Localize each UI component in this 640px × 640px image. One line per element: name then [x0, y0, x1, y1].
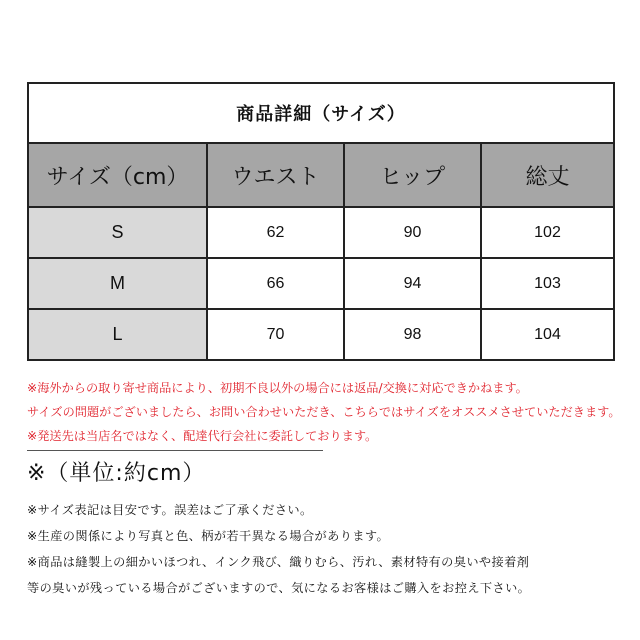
waist-value: 70: [207, 309, 344, 360]
note-line: ※サイズ表記は目安です。誤差はご了承ください。: [27, 503, 313, 517]
header-size: サイズ（cm）: [28, 143, 207, 207]
table-row: [28, 258, 614, 309]
red-note-line: サイズの問題がございましたら、お問い合わせいただき、こちらではサイズをオススメさせていただきます。: [27, 405, 621, 419]
note-line: ※商品は縫製上の細かいほつれ、インク飛び、織りむら、汚れ、素材特有の臭いや接着剤: [27, 555, 530, 569]
table-title-row: [28, 83, 614, 143]
length-value: 102: [481, 207, 614, 258]
note-line: 等の臭いが残っている場合がございますので、気になるお客様はご購入をお控え下さい。: [27, 581, 531, 595]
red-note-line: ※海外からの取り寄せ商品により、初期不良以外の場合には返品/交換に対応できかねます。: [27, 381, 528, 395]
note-line: ※生産の関係により写真と色、柄が若干異なる場合があります。: [27, 529, 390, 543]
size-label: L: [28, 309, 207, 360]
table-row: [28, 207, 614, 258]
red-note-line: ※発送先は当店名ではなく、配達代行会社に委託しております。: [27, 429, 378, 443]
waist-value: 62: [207, 207, 344, 258]
header-hip: ヒップ: [344, 143, 481, 207]
table-title: 商品詳細（サイズ）: [28, 83, 614, 143]
table-header-row: [28, 143, 614, 207]
unit-label: ※（単位:約cm）: [27, 461, 206, 486]
length-value: 103: [481, 258, 614, 309]
header-length: 総丈: [481, 143, 614, 207]
waist-value: 66: [207, 258, 344, 309]
hip-value: 94: [344, 258, 481, 309]
divider: [27, 450, 323, 451]
hip-value: 90: [344, 207, 481, 258]
length-value: 104: [481, 309, 614, 360]
hip-value: 98: [344, 309, 481, 360]
header-waist: ウエスト: [207, 143, 344, 207]
general-notes: [27, 497, 627, 601]
size-table: [27, 82, 615, 361]
size-label: S: [28, 207, 207, 258]
red-notes: [27, 376, 627, 448]
table-row: [28, 309, 614, 360]
size-label: M: [28, 258, 207, 309]
